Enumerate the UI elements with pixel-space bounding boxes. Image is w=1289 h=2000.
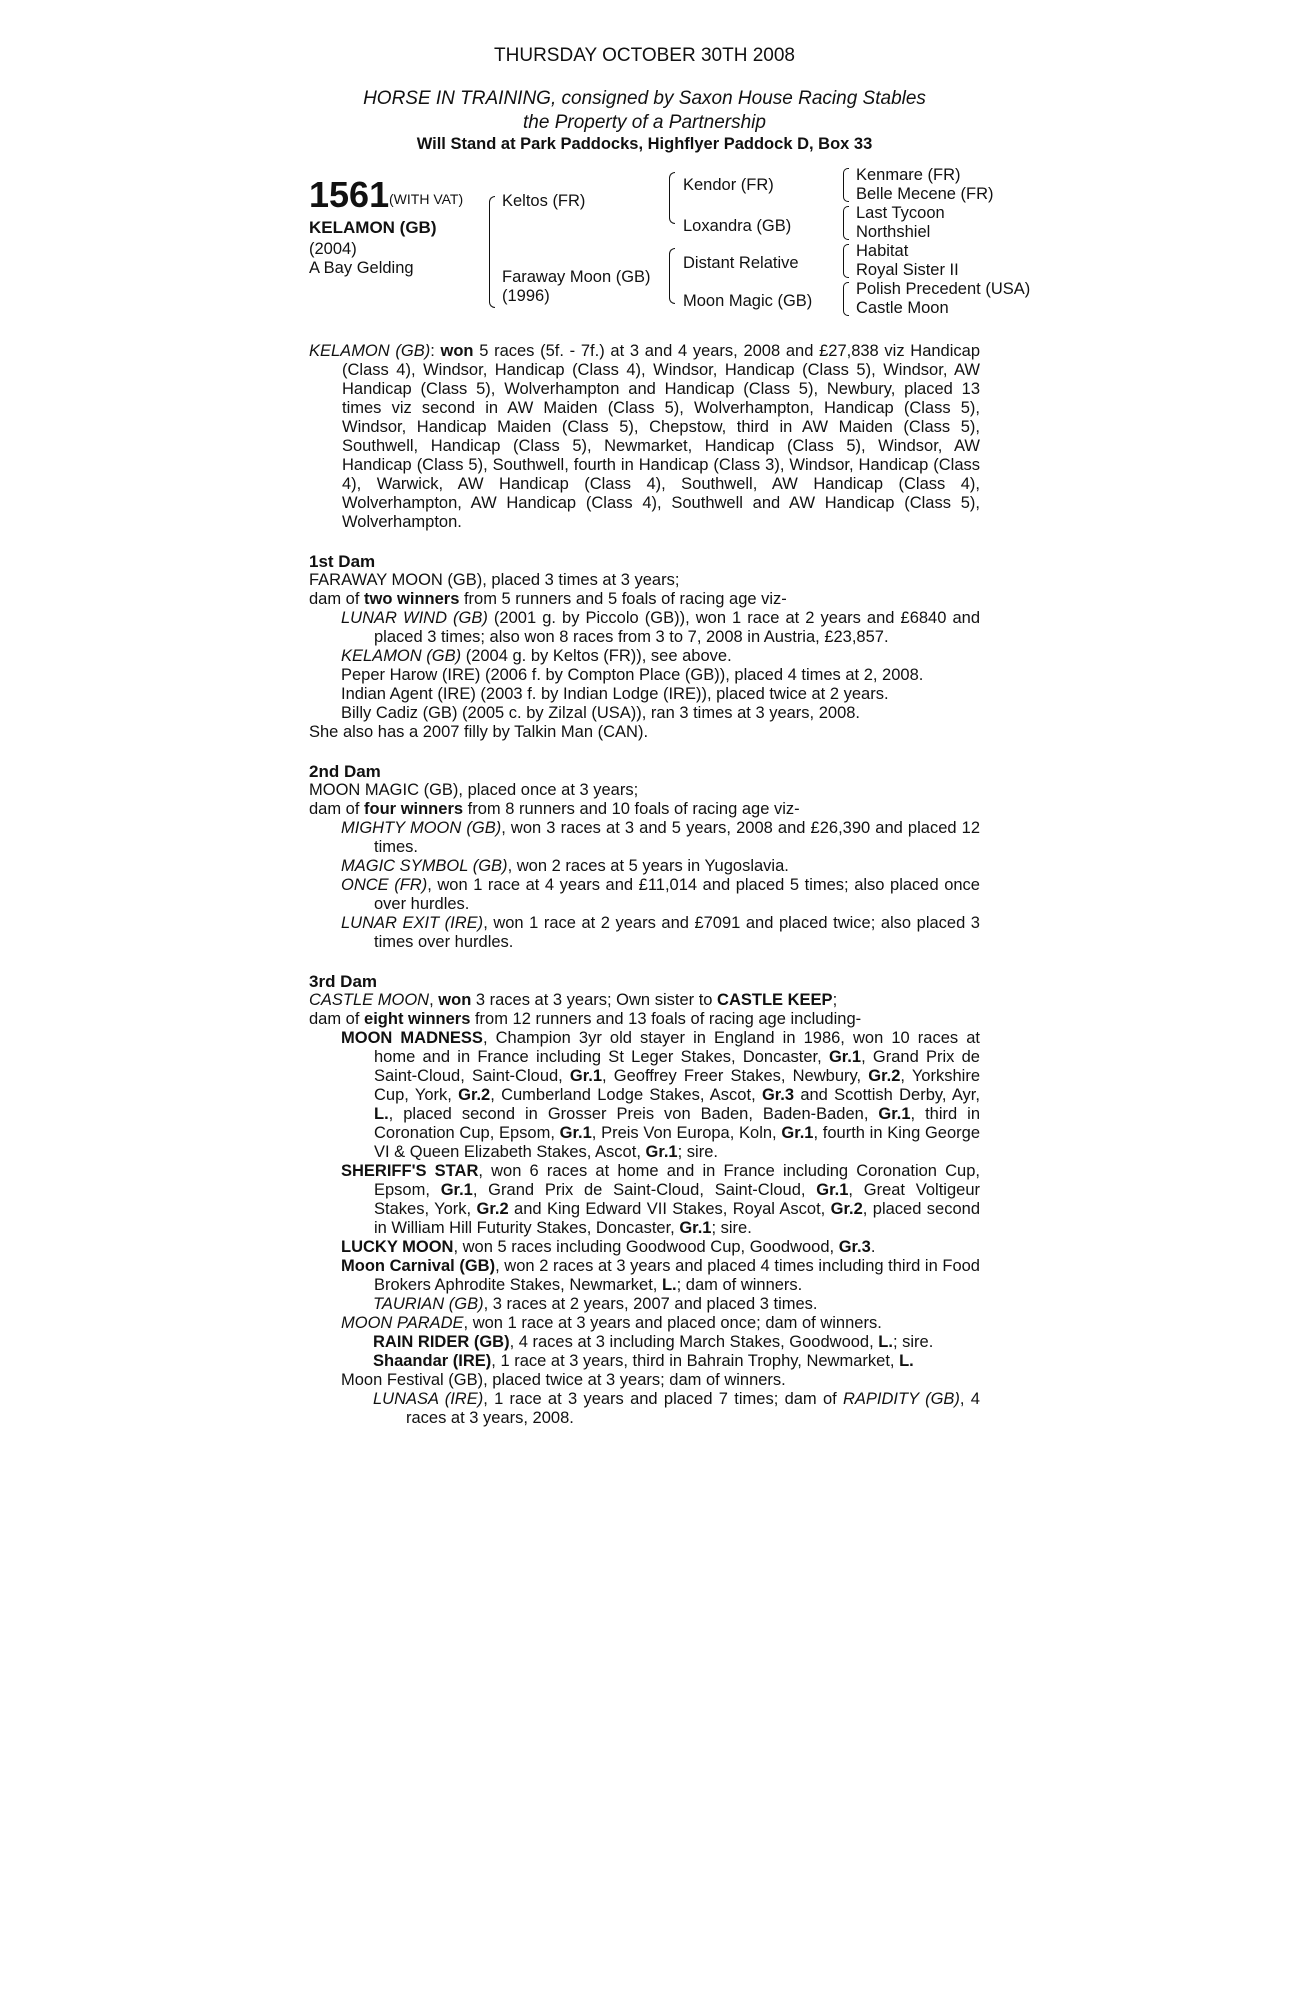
pedigree-dam: Faraway Moon (GB) <box>502 268 651 286</box>
pedigree-dam-year: (1996) <box>502 287 550 305</box>
won-label: won <box>440 342 474 360</box>
pedigree-brace <box>843 244 849 278</box>
produce-entry: Moon Carnival (GB), won 2 races at 3 years and placed 4 times including third in Food Brokers Aphrodite Stakes, Newmarket, L.; dam of winners. <box>341 1257 980 1294</box>
stand-location: Will Stand at Park Paddocks, Highflyer Paddock D, Box 33 <box>416 135 873 153</box>
pedigree-brace <box>669 248 675 304</box>
produce-entry: Shaandar (IRE), 1 race at 3 years, third in Bahrain Trophy, Newmarket, L. <box>373 1352 914 1370</box>
pedigree-ddd: Castle Moon <box>856 299 949 317</box>
first-dam-note: She also has a 2007 filly by Talkin Man (CAN). <box>309 723 649 741</box>
produce-entry: MIGHTY MOON (GB), won 3 races at 3 and 5 years, 2008 and £26,390 and placed 12 times. <box>341 819 980 856</box>
produce-entry: Peper Harow (IRE) (2006 f. by Compton Place (GB)), placed 4 times at 2, 2008. <box>341 666 924 684</box>
third-dam-produce-summary: dam of eight winners from 12 runners and 13 foals of racing age including- <box>309 1010 862 1028</box>
pedigree-sss: Kenmare (FR) <box>856 166 961 184</box>
first-dam-line: FARAWAY MOON (GB), placed 3 times at 3 years; <box>309 571 680 589</box>
first-dam-produce-summary: dam of two winners from 5 runners and 5 foals of racing age viz- <box>309 590 787 608</box>
produce-entry: Moon Festival (GB), placed twice at 3 years; dam of winners. <box>341 1371 786 1389</box>
pedigree-ss: Kendor (FR) <box>683 176 774 194</box>
pedigree-brace <box>669 172 675 224</box>
produce-entry: MAGIC SYMBOL (GB), won 2 races at 5 years in Yugoslavia. <box>341 857 789 875</box>
foaling-year: (2004) <box>309 240 357 258</box>
produce-entry: ONCE (FR), won 1 race at 4 years and £11,014 and placed 5 times; also placed once over hurdles. <box>341 876 980 913</box>
pedigree-brace <box>843 206 849 240</box>
pedigree-dsd: Royal Sister II <box>856 261 959 279</box>
race-record: KELAMON (GB): won 5 races (5f. - 7f.) at 3 and 4 years, 2008 and £27,838 viz Handicap (Class 4), Windsor, Handicap (Class 4), Windsor, Handicap (Class 5), Windsor, AW Handicap (Class 5), Wolverhampton and Handicap (Class 5), Newbury, placed 13 times viz second in AW Maiden (Class 5), Wolverhampton, Handicap (Class 5), Windsor, Handicap Maiden (Class 5), Chepstow, third in AW Maiden (Class 5), Southwell, Handicap (Class 5), Newmarket, Handicap (Class 5), Windsor, AW Handicap (Class 5), Southwell, fourth in Handicap (Class 3), Windsor, Handicap (Class 4), Warwick, AW Handicap (Class 4), Southwell, AW Handicap (Class 4), Wolverhampton, AW Handicap (Class 4), Southwell and AW Handicap (Class 5), Wolverhampton. <box>309 342 981 531</box>
pedigree-ds: Distant Relative <box>683 254 799 272</box>
third-dam-heading: 3rd Dam <box>309 972 378 991</box>
produce-entry: TAURIAN (GB), 3 races at 2 years, 2007 and placed 3 times. <box>373 1295 818 1313</box>
pedigree-dd: Moon Magic (GB) <box>683 292 813 310</box>
vat-note: (WITH VAT) <box>389 191 464 207</box>
pedigree-sd: Loxandra (GB) <box>683 217 792 235</box>
pedigree-brace <box>843 282 849 316</box>
produce-entry: KELAMON (GB) (2004 g. by Keltos (FR)), see above. <box>341 647 732 665</box>
horse-description: A Bay Gelding <box>309 259 414 277</box>
produce-entry: RAIN RIDER (GB), 4 races at 3 including March Stakes, Goodwood, L.; sire. <box>373 1333 934 1351</box>
pedigree-sire: Keltos (FR) <box>502 192 586 210</box>
pedigree-block <box>309 166 1031 332</box>
sale-date: THURSDAY OCTOBER 30TH 2008 <box>494 45 795 66</box>
first-dam-heading: 1st Dam <box>309 552 376 571</box>
pedigree-ssd: Belle Mecene (FR) <box>856 185 994 203</box>
produce-entry: MOON PARADE, won 1 race at 3 years and placed once; dam of winners. <box>341 1314 882 1332</box>
pedigree-brace <box>843 168 849 202</box>
third-dam-line: CASTLE MOON, won 3 races at 3 years; Own sister to CASTLE KEEP; <box>309 991 838 1009</box>
produce-entry: MOON MADNESS, Champion 3yr old stayer in England in 1986, won 10 races at home and in France including St Leger Stakes, Doncaster, Gr.1, Grand Prix de Saint-Cloud, Saint-Cloud, Gr.1, Geoffrey Freer Stakes, Newbury, Gr.2, Yorkshire Cup, York, Gr.2, Cumberland Lodge Stakes, Ascot, Gr.3 and Scottish Derby, Ayr, L., placed second in Grosser Preis von Baden, Baden-Baden, Gr.1, third in Coronation Cup, Epsom, Gr.1, Preis Von Europa, Koln, Gr.1, fourth in King George VI & Queen Elizabeth Stakes, Ascot, Gr.1; sire. <box>341 1029 981 1161</box>
pedigree-sdd: Northshiel <box>856 223 931 241</box>
second-dam-produce-summary: dam of four winners from 8 runners and 10 foals of racing age viz- <box>309 800 800 818</box>
horse-name: KELAMON (GB) <box>309 218 437 237</box>
consignor-line: HORSE IN TRAINING, consigned by Saxon House Racing Stables <box>363 88 926 109</box>
produce-entry: Indian Agent (IRE) (2003 f. by Indian Lodge (IRE)), placed twice at 2 years. <box>341 685 889 703</box>
record-text: 5 races (5f. - 7f.) at 3 and 4 years, 2008 and £27,838 viz Handicap (Class 4), Windsor, Handicap (Class 4), Windsor, Handicap (Class 5), Windsor, AW Handicap (Class 5), Wolverhampton and Handicap (Class 5), Newbury, placed 13 times viz second in AW Maiden (Class 5), Wolverhampton, Handicap (Class 5), Windsor, Handicap Maiden (Class 5), Chepstow, third in AW Maiden (Class 5), Southwell, Handicap (Class 5), Newmarket, Handicap (Class 5), Windsor, AW Handicap (Class 5), Southwell, fourth in Handicap (Class 3), Windsor, Handicap (Class 4), Warwick, AW Handicap (Class 4), Southwell, AW Handicap (Class 4), Wolverhampton, AW Handicap (Class 4), Southwell and AW Handicap (Class 5), Wolverhampton. <box>342 342 981 531</box>
horse-name-italic: KELAMON (GB) <box>309 342 431 360</box>
pedigree-dds: Polish Precedent (USA) <box>856 280 1031 298</box>
second-dam-line: MOON MAGIC (GB), placed once at 3 years; <box>309 781 639 799</box>
produce-entry: LUNAR WIND (GB) (2001 g. by Piccolo (GB)), won 1 race at 2 years and £6840 and placed 3 times; also won 8 races from 3 to 7, 2008 in Austria, £23,857. <box>341 609 980 646</box>
pedigree-dss: Habitat <box>856 242 909 260</box>
produce-entry: Billy Cadiz (GB) (2005 c. by Zilzal (USA)), ran 3 times at 3 years, 2008. <box>341 704 861 722</box>
catalogue-page <box>309 40 1031 1428</box>
pedigree-brace <box>489 196 495 308</box>
second-dam-heading: 2nd Dam <box>309 762 381 781</box>
produce-entry: LUNASA (IRE), 1 race at 3 years and placed 7 times; dam of RAPIDITY (GB), 4 races at 3 years, 2008. <box>373 1390 980 1427</box>
property-line: the Property of a Partnership <box>523 112 766 133</box>
produce-entry: LUCKY MOON, won 5 races including Goodwood Cup, Goodwood, Gr.3. <box>341 1238 876 1256</box>
lot-number: 1561 <box>309 174 390 215</box>
produce-entry: LUNAR EXIT (IRE), won 1 race at 2 years and £7091 and placed twice; also placed 3 times over hurdles. <box>341 914 980 951</box>
pedigree-sds: Last Tycoon <box>856 204 945 222</box>
produce-entry: SHERIFF'S STAR, won 6 races at home and in France including Coronation Cup, Epsom, Gr.1, Grand Prix de Saint-Cloud, Saint-Cloud, Gr.1, Great Voltigeur Stakes, York, Gr.2 and King Edward VII Stakes, Royal Ascot, Gr.2, placed second in William Hill Futurity Stakes, Doncaster, Gr.1; sire. <box>341 1162 980 1237</box>
